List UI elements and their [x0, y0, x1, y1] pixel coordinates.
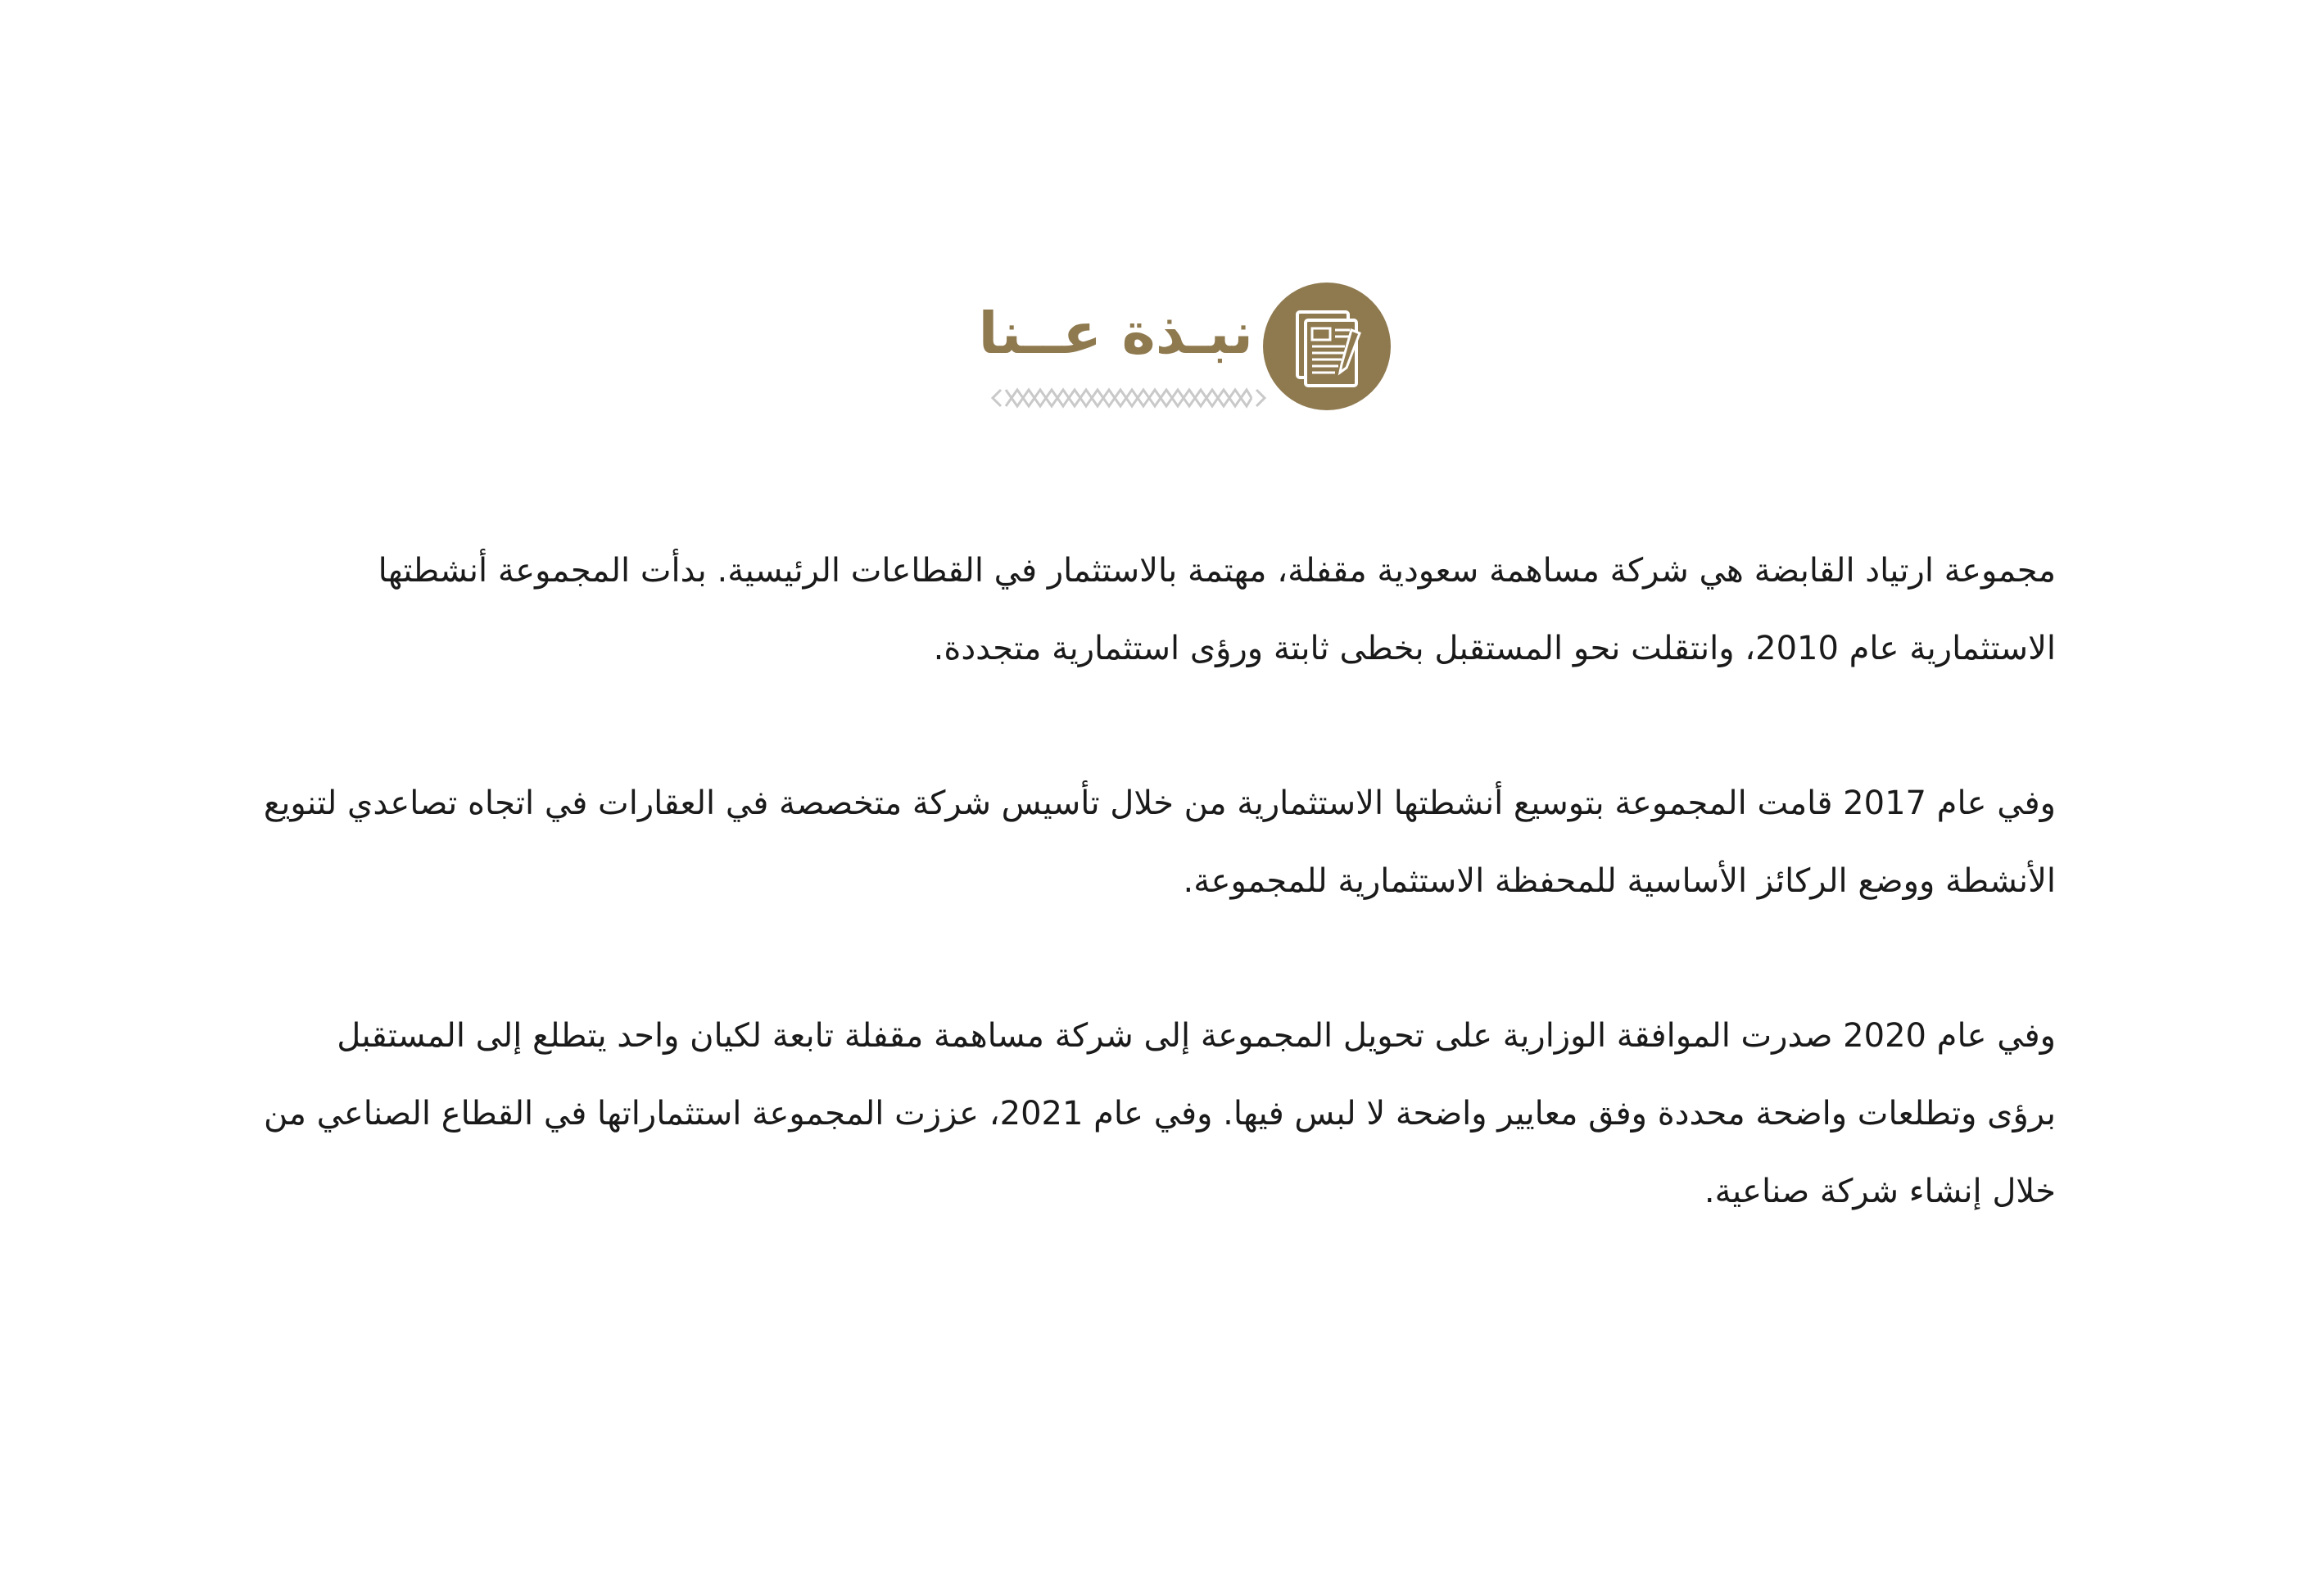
paragraph-founding: مجموعة ارتياد القابضة هي شركة مساهمة سعودية مقفلة، مهتمة بالاستثمار في القطاعات الرئيسية. بدأت المجموعة أنشطتها الاستثمارية عام 2010، وانتقلت نحو المستقبل بخطى ثابتة ورؤى استثمارية متجددة.	[378, 552, 2056, 667]
section-header	[978, 278, 1409, 426]
document-edit-icon	[1263, 283, 1391, 410]
page-title: نبـذة عــنا	[978, 300, 1253, 367]
about-content	[262, 532, 2056, 1308]
paragraph-real-estate: وفي عام 2017 قامت المجموعة بتوسيع أنشطتها الاستثمارية من خلال تأسيس شركة متخصصة في العقارات في اتجاه تصاعدي لتنويع الأنشطة ووضع الركائز الأساسية للمحفظة الاستثمارية للمجموعة.	[263, 784, 2056, 900]
paragraph-transformation: وفي عام 2020 صدرت الموافقة الوزارية على تحويل المجموعة إلى شركة مساهمة مقفلة تابعة لكيان واحد يتطلع إلى المستقبل برؤى وتطلعات واضحة محددة وفق معايير واضحة لا لبس فيها. وفي عام 2021، عززت المجموعة استثماراتها في القطاع الصناعي من خلال إنشاء شركة صناعية.	[264, 1017, 2056, 1210]
decorative-ornament	[989, 387, 1268, 409]
